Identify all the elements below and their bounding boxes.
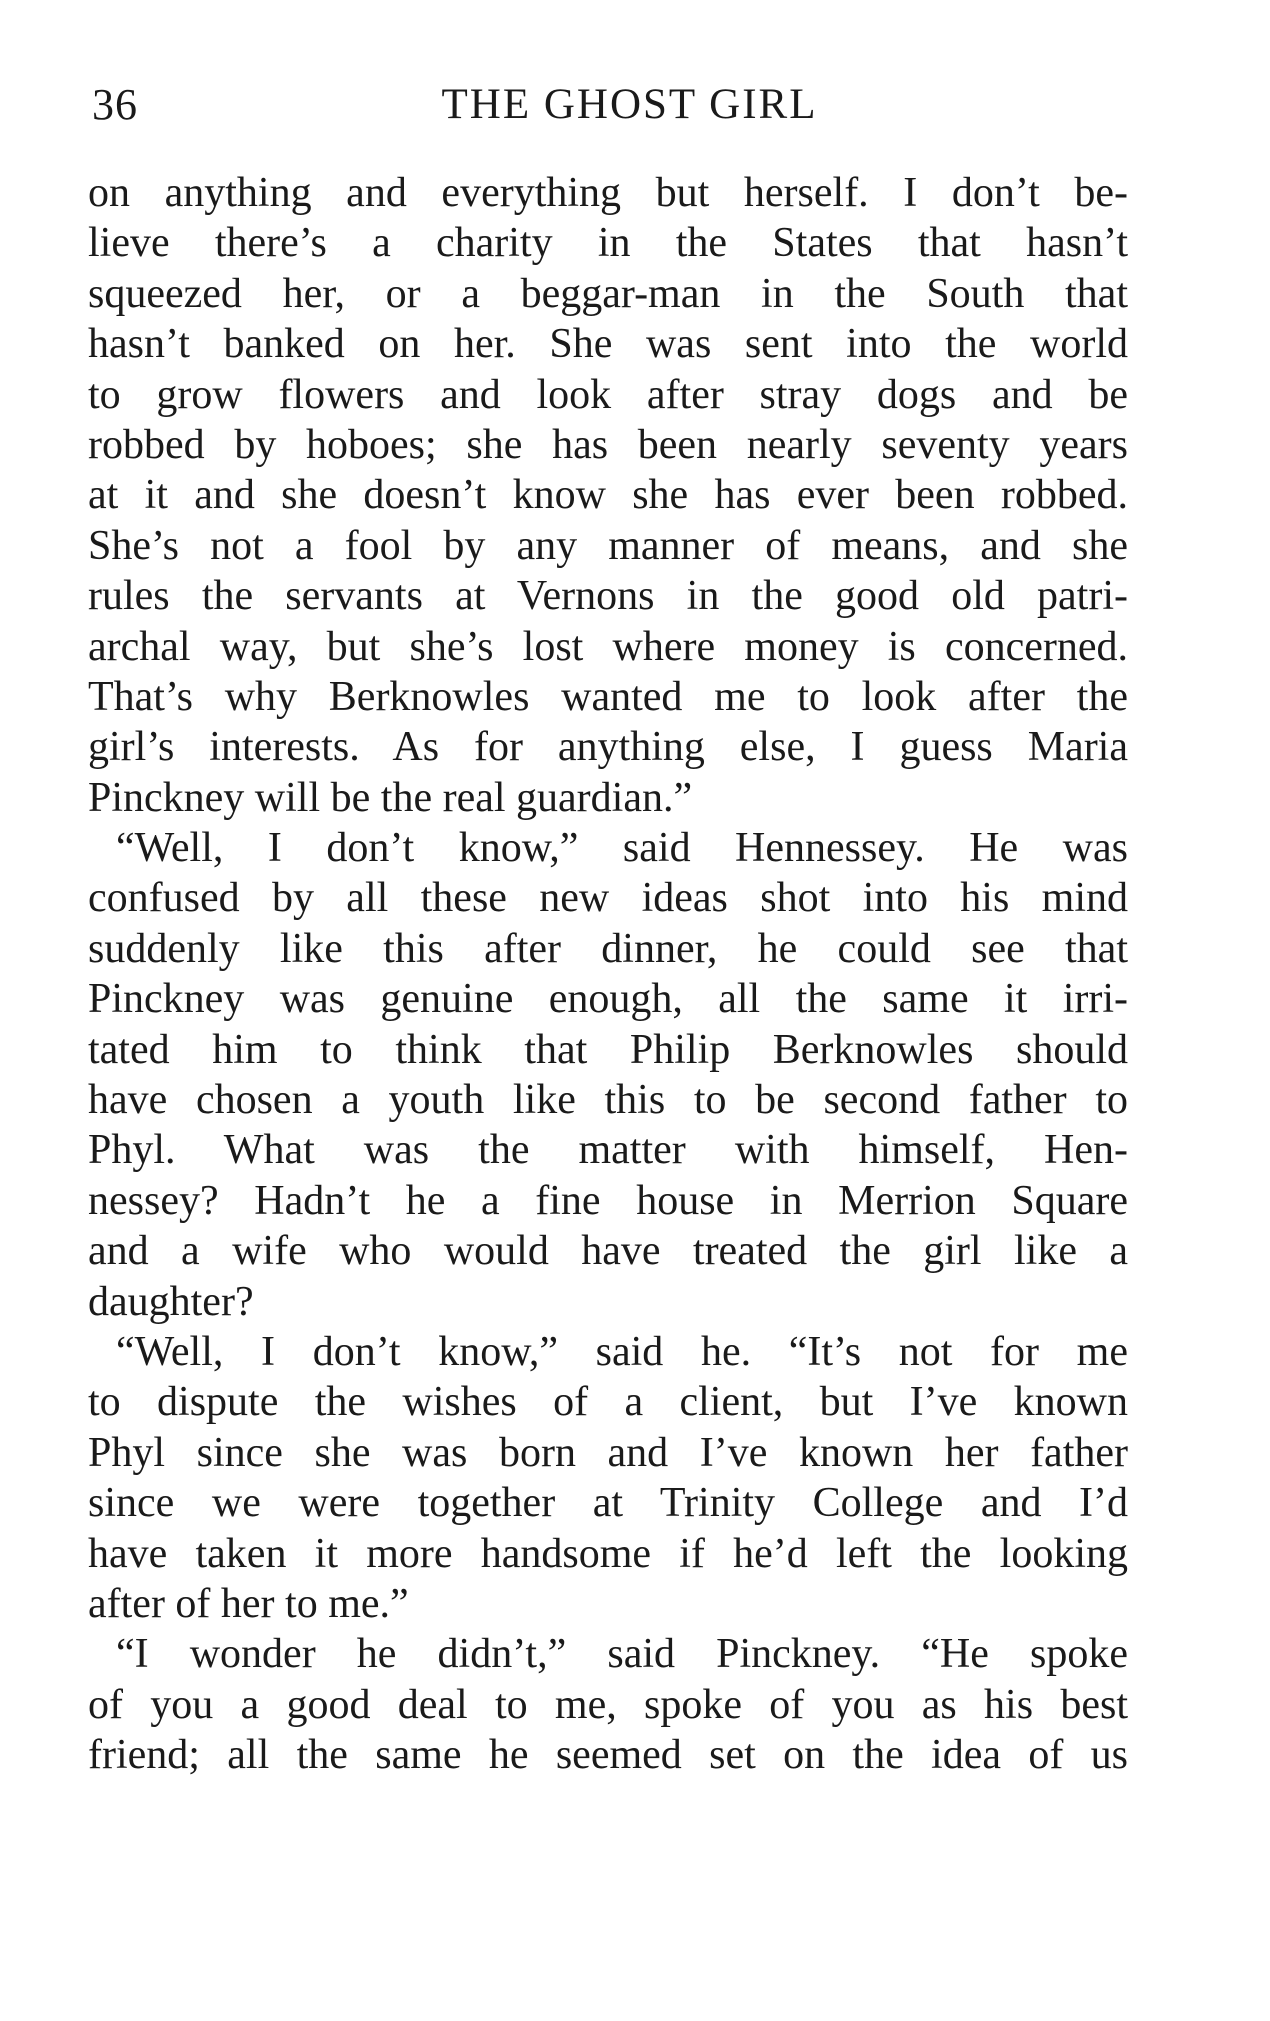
text-line: Phyl. What was the matter with himself, Hen-: [88, 1127, 1128, 1174]
text-line: hasn’t banked on her. She was sent into the world: [88, 321, 1128, 368]
text-line: tated him to think that Philip Berknowles should: [88, 1026, 1128, 1073]
body-text: [88, 168, 1128, 1781]
text-line: on anything and everything but herself. I don’t be-: [88, 170, 1128, 216]
text-line: at it and she doesn’t know she has ever been robbed.: [88, 472, 1128, 519]
text-line: confused by all these new ideas shot into his mind: [88, 875, 1128, 922]
running-title: THE GHOST GIRL: [441, 81, 818, 128]
text-line: archal way, but she’s lost where money is concerned.: [88, 623, 1128, 670]
page-number: 36: [92, 80, 138, 129]
text-line: to dispute the wishes of a client, but I’ve known: [88, 1379, 1128, 1426]
text-line: “Well, I don’t know,” said he. “It’s not for me: [116, 1328, 1128, 1375]
text-line: “Well, I don’t know,” said Hennessey. He was: [116, 825, 1128, 872]
text-line: “I wonder he didn’t,” said Pinckney. “He spoke: [116, 1631, 1128, 1678]
text-line: after of her to me.”: [88, 1580, 409, 1627]
text-line: nessey? Hadn’t he a fine house in Merrion Square: [88, 1177, 1128, 1224]
text-line: robbed by hoboes; she has been nearly seventy years: [88, 421, 1128, 468]
text-line: lieve there’s a charity in the States that hasn’t: [88, 220, 1128, 267]
text-line: squeezed her, or a beggar-man in the South that: [88, 270, 1128, 317]
text-line: of you a good deal to me, spoke of you as his best: [88, 1681, 1128, 1728]
running-head: [92, 70, 1127, 140]
text-line: friend; all the same he seemed set on the idea of us: [88, 1732, 1128, 1779]
text-line: have chosen a youth like this to be second father to: [88, 1077, 1128, 1124]
text-line: Phyl since she was born and I’ve known her father: [88, 1429, 1128, 1476]
text-line: to grow flowers and look after stray dogs and be: [88, 371, 1128, 418]
text-line: girl’s interests. As for anything else, I guess Maria: [88, 724, 1128, 771]
text-line: Pinckney was genuine enough, all the same it irri-: [88, 976, 1128, 1023]
text-line: suddenly like this after dinner, he could see that: [88, 925, 1128, 972]
text-line: She’s not a fool by any manner of means, and she: [88, 522, 1128, 569]
text-line: since we were together at Trinity College and I’d: [88, 1480, 1128, 1527]
text-line: and a wife who would have treated the girl like a: [88, 1228, 1128, 1275]
text-line: have taken it more handsome if he’d left the looking: [88, 1530, 1128, 1577]
text-line: rules the servants at Vernons in the good old patri-: [88, 573, 1128, 620]
text-line: That’s why Berknowles wanted me to look after the: [88, 673, 1128, 720]
text-line: Pinckney will be the real guardian.”: [88, 774, 693, 821]
text-line: daughter?: [88, 1278, 254, 1325]
